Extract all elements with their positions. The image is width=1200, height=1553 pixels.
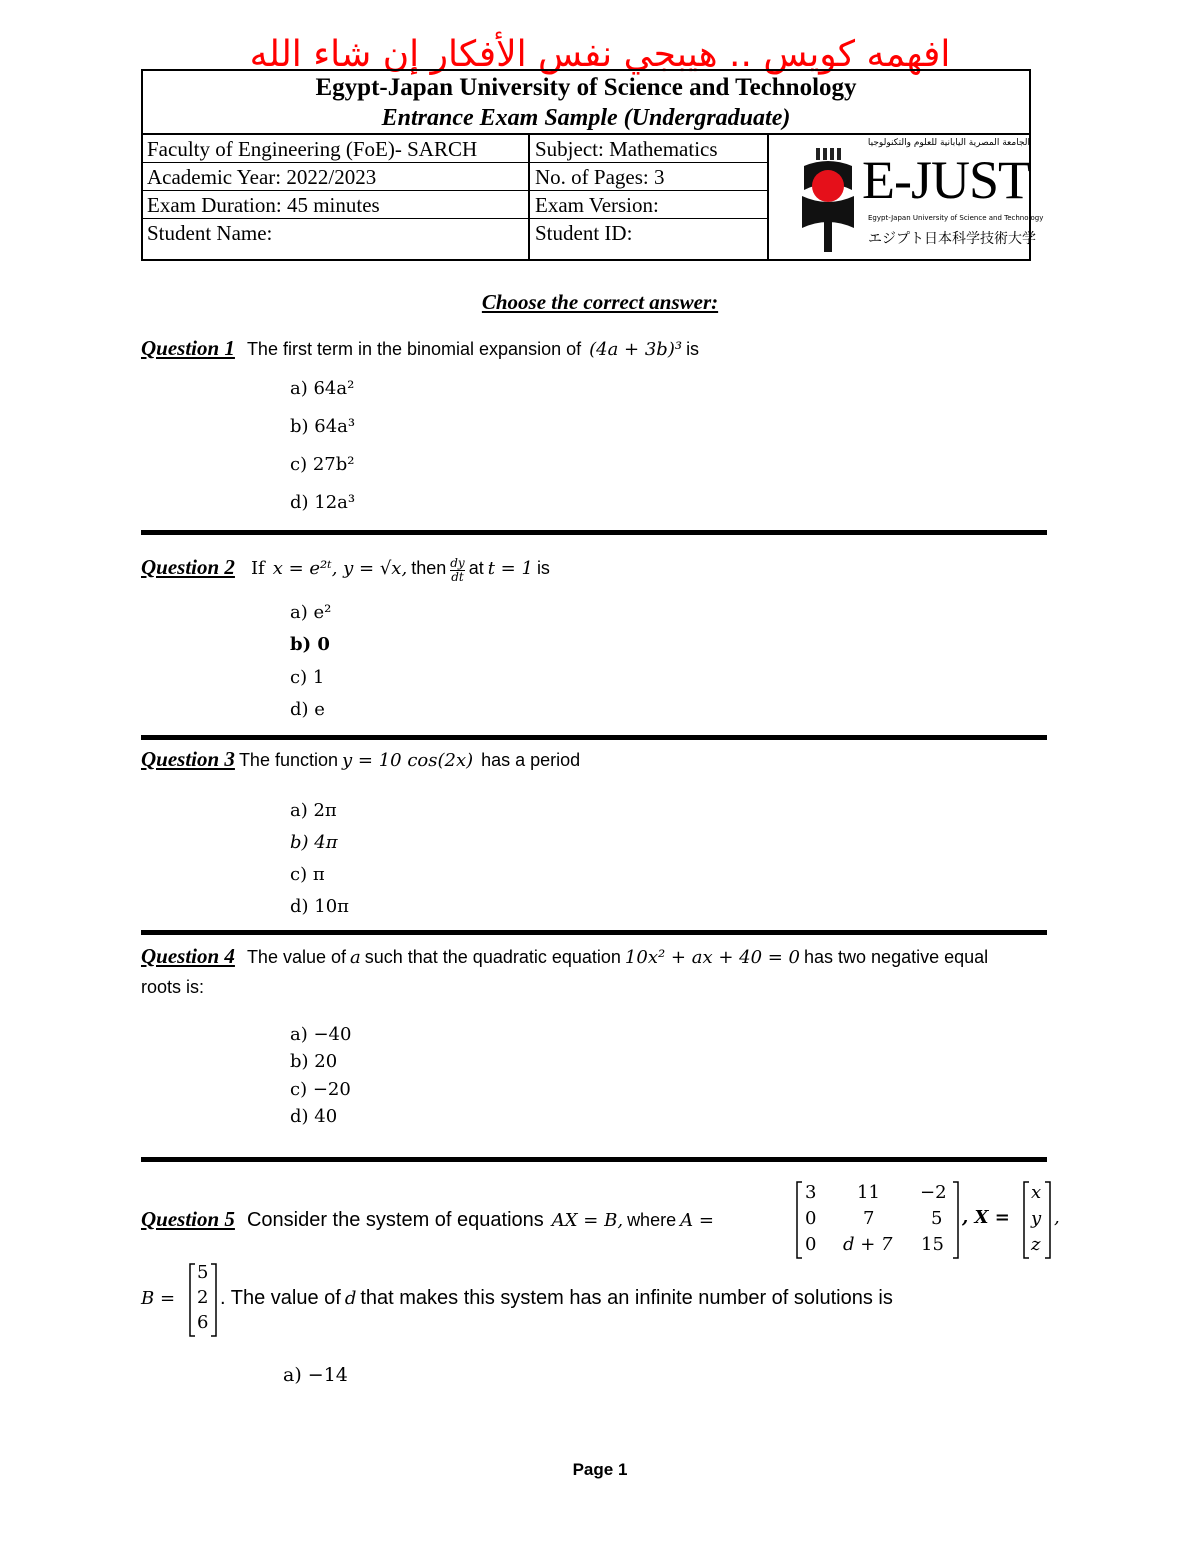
table-divider [141,133,1031,135]
question-2-tail: is [536,558,550,578]
matrix-a-cell: 11 [857,1182,880,1203]
question-1-label: Question 1 [141,336,235,360]
student-name-cell: Student Name: [147,221,273,245]
question-5-label: Question 5 [141,1207,235,1231]
q2-option-d[interactable]: d) e [290,699,325,720]
matrix-x-cell: z [1031,1234,1041,1255]
q4-option-d[interactable]: d) 40 [290,1106,338,1127]
q4-option-c[interactable]: c) −20 [290,1079,351,1100]
logo-japanese-text: エジプト日本科学技術大学 [868,231,1036,247]
matrix-a-cell: 0 [805,1208,817,1229]
faculty-cell: Faculty of Engineering (FoE)- SARCH [147,137,478,161]
matrix-x [1022,1180,1052,1260]
question-5-comma: , [1054,1207,1060,1228]
question-4-variable: a [350,947,361,968]
version-cell: Exam Version: [535,193,659,217]
question-5-expression: AX = B, [551,1210,624,1231]
question-5-where: where [627,1210,677,1230]
logo-arabic-text: الجامعة المصرية اليابانية للعلوم والتكنولوجيا [867,138,1030,148]
question-3-text: The function [238,750,338,770]
question-5-variable: d [344,1288,357,1309]
instruction-heading: Choose the correct answer: [481,290,719,314]
question-2-if: If [250,558,265,579]
q1-option-a[interactable]: a) 64a² [290,378,355,399]
question-4-text: The value of [246,947,346,967]
matrix-a-equals: A = [680,1210,714,1231]
q4-option-b[interactable]: b) 20 [290,1051,338,1072]
matrix-b-cell: 6 [197,1312,209,1333]
q3-option-d[interactable]: d) 10π [290,896,350,917]
question-separator [141,930,1047,935]
matrix-a-cell: d + 7 [843,1234,893,1255]
question-3-label: Question 3 [141,747,235,771]
question-3 [141,747,580,772]
fraction-denominator: dt [451,569,464,584]
duration-cell: Exam Duration: 45 minutes [147,193,380,217]
question-4-label: Question 4 [141,944,235,968]
question-3-expression: y = 10 cos(2x) [342,750,474,771]
question-separator [141,735,1047,740]
question-4 [141,944,988,969]
q5-option-a[interactable]: a) −14 [283,1364,348,1386]
matrix-x-cell: y [1031,1208,1042,1229]
question-2-at: at [468,558,484,578]
exam-subtitle: Entrance Exam Sample (Undergraduate) [381,105,791,131]
logo-wordmark: E-JUST [862,150,1030,210]
page-number: Page 1 [572,1460,628,1479]
derivative-fraction [450,557,464,584]
university-title: Egypt-Japan University of Science and Technology [315,74,857,101]
handwritten-annotation: افهمه كويس .. هيبجي نفس الأفكار إن شاء الله [249,34,951,75]
question-separator [141,530,1047,535]
question-3-tail: has a period [481,750,581,770]
question-1 [141,336,699,361]
matrix-a-cell: −2 [920,1182,947,1203]
question-2-expression: x = e²ᵗ, y = √x, [272,558,408,579]
question-1-expression: (4a + 3b)³ [589,339,683,360]
matrix-x-cell: x [1031,1182,1042,1203]
q1-option-d[interactable]: d) 12a³ [290,492,356,513]
question-separator [141,1157,1047,1162]
q1-option-c[interactable]: c) 27b² [290,454,355,475]
pages-cell: No. of Pages: 3 [535,165,665,189]
question-1-text: The first term in the binomial expansion of [246,339,582,359]
question-4-expression: 10x² + ax + 40 = 0 [624,947,801,968]
matrix-a-cell: 5 [931,1208,943,1229]
question-5-text-3: that makes this system has an infinite number of solutions is [360,1287,893,1309]
question-2-value: t = 1 [487,558,533,579]
question-4-text-3: has two negative equal [804,947,989,967]
table-divider [528,133,530,261]
matrix-a [795,1180,960,1260]
matrix-a-cell: 7 [863,1208,875,1229]
q2-option-b[interactable]: b) 0 [290,634,330,655]
q2-option-c[interactable]: c) 1 [290,667,325,688]
question-5-line-2 [220,1287,893,1310]
logo-emblem-icon [798,148,858,256]
question-2 [141,552,550,585]
fraction-numerator: dy [450,555,465,570]
matrix-x-equals: , X = [962,1207,1010,1228]
question-1-tail: is [686,339,700,359]
q4-option-a[interactable]: a) −40 [290,1024,352,1045]
ejust-logo [790,138,1044,258]
academic-year-cell: Academic Year: 2022/2023 [147,165,377,189]
q3-option-a[interactable]: a) 2π [290,800,337,821]
matrix-a-cell: 15 [921,1234,944,1255]
question-5-text: Consider the system of equations [246,1209,544,1231]
question-5-text-2: . The value of [220,1287,341,1309]
question-4-text-4: roots is: [141,977,205,997]
question-2-label: Question 2 [141,555,235,579]
matrix-b-cell: 2 [197,1287,209,1308]
q1-option-b[interactable]: b) 64a³ [290,416,356,437]
q3-option-b[interactable]: b) 4π [290,832,338,853]
matrix-a-cell: 0 [805,1234,817,1255]
q2-option-a[interactable]: a) e² [290,602,332,623]
question-2-then: then [411,558,447,578]
student-id-cell: Student ID: [535,221,633,245]
matrix-a-cell: 3 [805,1182,817,1203]
logo-english-text: Egypt-Japan University of Science and Technology [868,214,1044,222]
table-divider [767,133,769,261]
question-4-text-2: such that the quadratic equation [364,947,621,967]
matrix-b [188,1262,218,1338]
question-5 [141,1207,714,1232]
q3-option-c[interactable]: c) π [290,864,325,885]
subject-cell: Subject: Mathematics [535,137,718,161]
matrix-b-cell: 5 [197,1262,209,1283]
matrix-b-equals: B = [141,1288,176,1309]
